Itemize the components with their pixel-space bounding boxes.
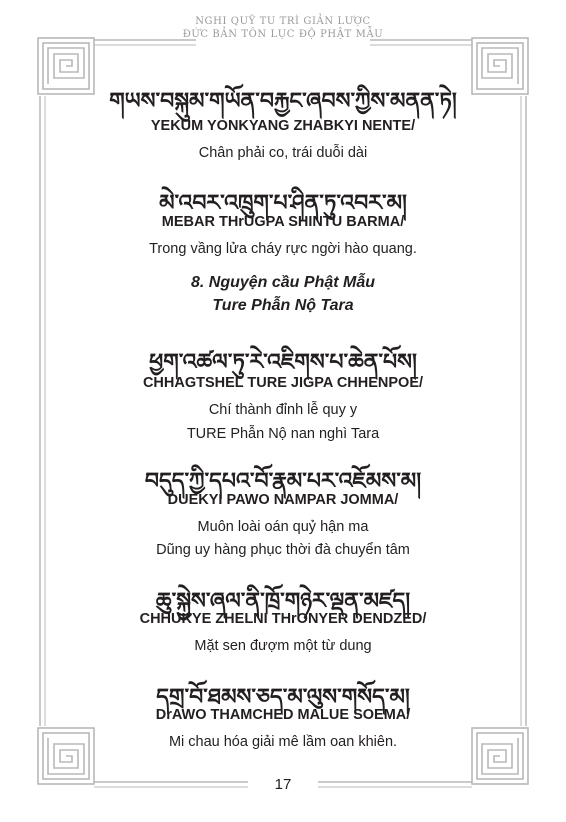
section-heading-line2: Ture Phẫn Nộ Tara: [212, 297, 354, 314]
verse-transliteration: YEKUM YONKYANG ZHABKYI NENTE/: [150, 118, 416, 134]
verse-transliteration: DUEKYI PAWO NAMPAR JOMMA/: [167, 492, 399, 508]
verse-translation: Dũng uy hàng phục thời đà chuyển tâm: [156, 542, 410, 558]
tibetan-verse: ཆུ་སྐྱེས་ཞལ་ནི་ཁྲོ་གཉེར་ལྡན་མཛད།: [155, 588, 411, 614]
verse-transliteration: CHHUKYE ZHELNI THrONYER DENDZED/: [139, 611, 427, 627]
verse-translation: TURE Phẫn Nộ nan nghì Tara: [186, 426, 380, 442]
section-heading-line1: 8. Nguyện cầu Phật Mẫu: [190, 274, 376, 291]
verse-translation: Chân phải co, trái duỗi dài: [198, 145, 368, 161]
header-title-line1: NGHI QUỸ TU TRÌ GIẢN LƯỢC: [195, 16, 371, 27]
tibetan-verse: གཡས་བསྐུམ་གཡོན་བརྐྱང་ཞབས་ཀྱིས་མནན་ཏེ།: [109, 88, 457, 114]
tibetan-verse: ཕྱག་འཚལ་ཏུ་རེ་འཇིགས་པ་ཆེན་པོས།: [149, 349, 417, 375]
page-number: 17: [274, 776, 292, 793]
tibetan-verse: དགྲ་བོ་ཐམས་ཅད་མ་ལུས་གསོད་མ།: [156, 684, 410, 710]
tibetan-verse: བདུད་ཀྱི་དཔའ་བོ་རྣམ་པར་འཇོམས་མ།: [144, 468, 422, 494]
verse-translation: Mi chau hóa giải mê lầm oan khiên.: [168, 734, 398, 750]
verse-transliteration: CHHAGTSHEL TURE JIGPA CHHENPOE/: [142, 375, 424, 391]
verse-transliteration: MEBAR THrUGPA SHINTU BARMA/: [161, 214, 405, 230]
tibetan-verse: མེ་འབར་འཁྲུག་པ་ཤིན་ཏུ་འབར་མ།: [159, 190, 407, 216]
verse-translation: Chí thành đỉnh lễ quy y: [208, 402, 358, 418]
verse-translation: Trong vầng lửa cháy rực ngời hào quang.: [149, 241, 417, 257]
verse-translation: Muôn loài oán quỷ hận ma: [197, 519, 369, 535]
header-title-line2: ĐỨC BẢN TÔN LỤC ĐỘ PHẬT MẪU: [182, 29, 384, 40]
verse-translation: Mặt sen đượm một từ dung: [194, 638, 372, 654]
verse-transliteration: DrAWO THAMCHED MALUE SOEMA/: [155, 707, 411, 723]
